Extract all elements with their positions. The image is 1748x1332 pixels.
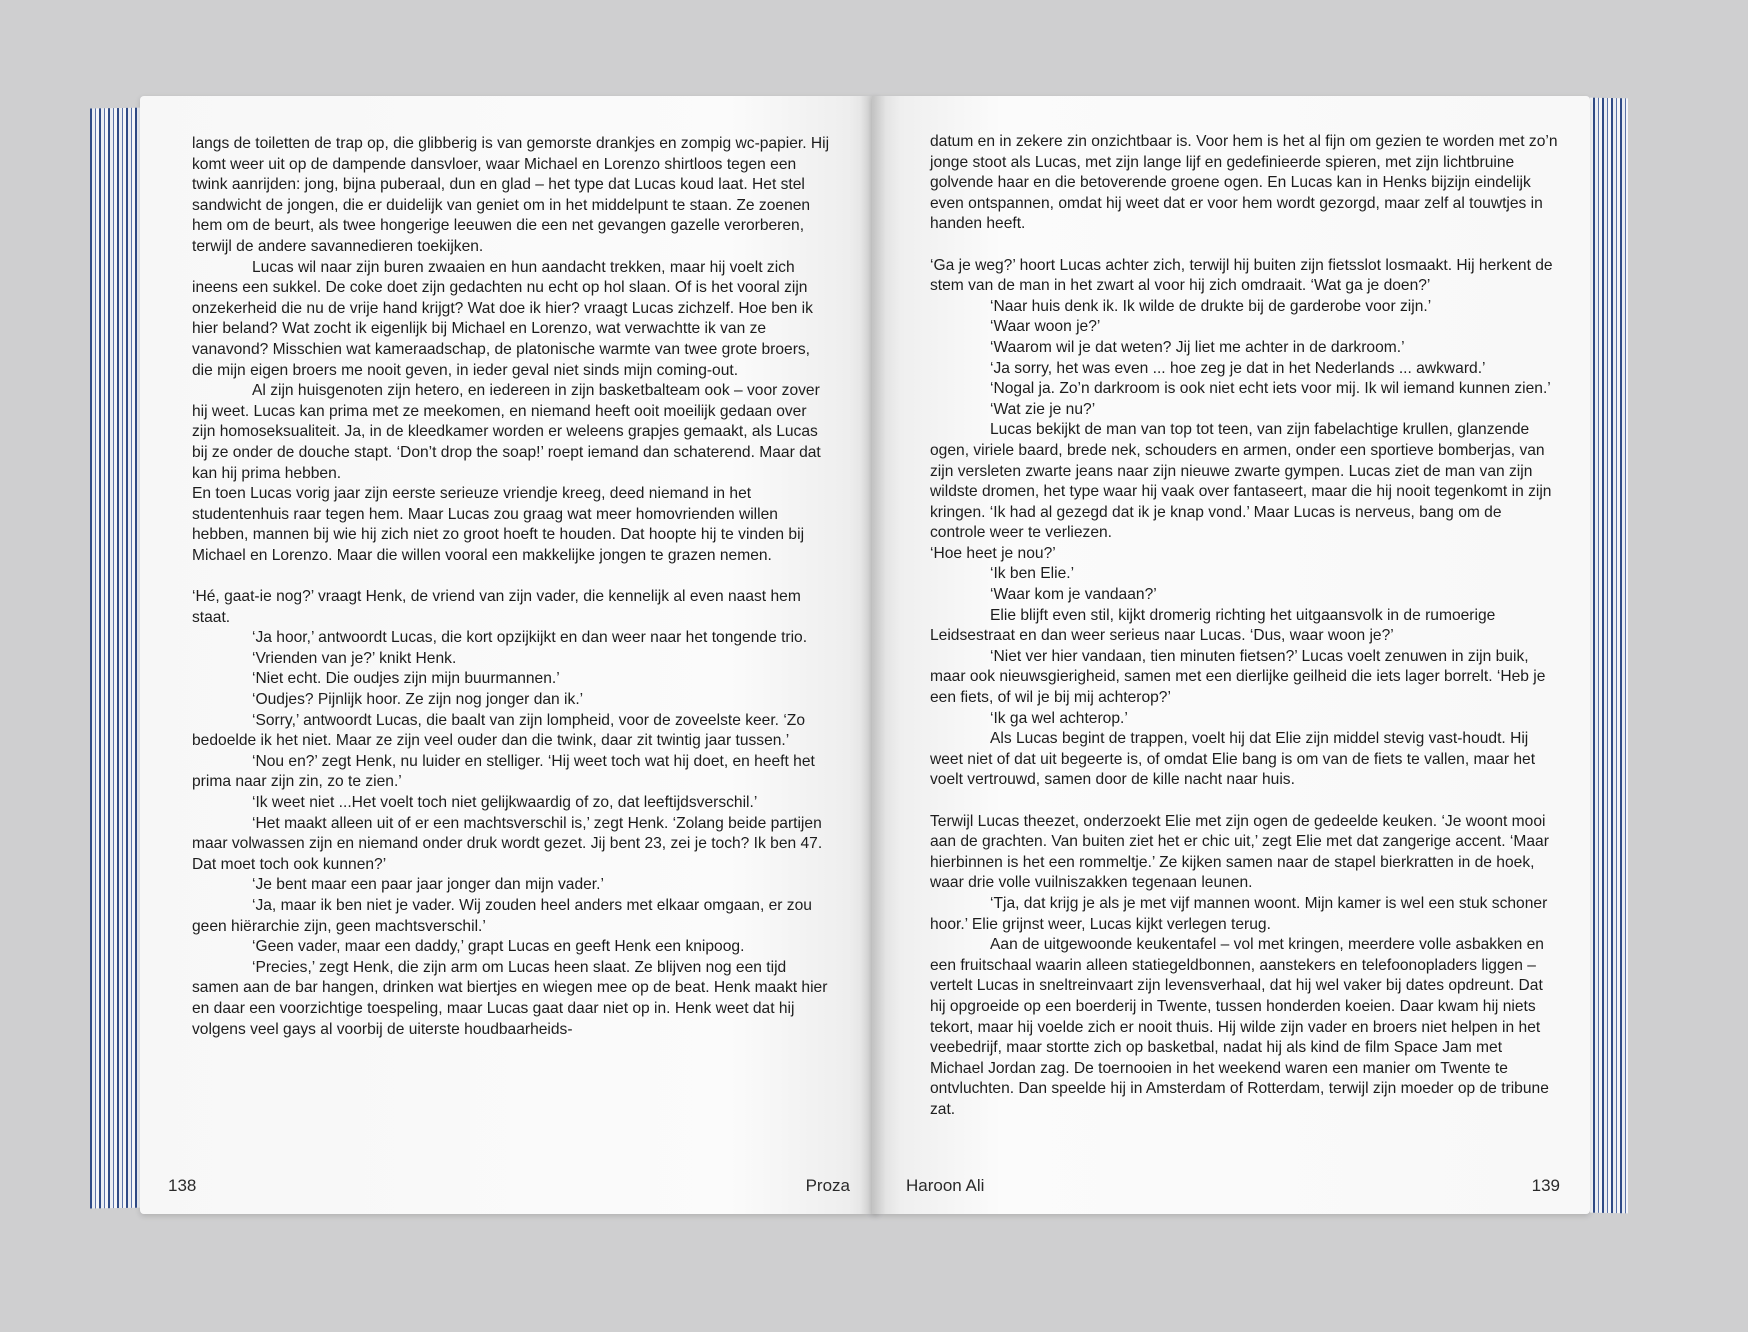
- paragraph: ‘Ja, maar ik ben niet je vader. Wij zouden heel anders met elkaar omgaan, er zou geen hiërarchie zijn, geen machtsverschil.’: [192, 896, 812, 935]
- left-page: [140, 96, 878, 1214]
- running-head: Haroon Ali: [906, 1176, 985, 1195]
- right-page: [872, 96, 1590, 1214]
- paragraph: ‘Sorry,’ antwoordt Lucas, die baalt van zijn lompheid, voor de zoveelste keer. ‘Zo bedoelde ik het niet. Maar ze zijn veel ouder dan die twink, daar zit twintig jaar tussen.’: [192, 711, 805, 750]
- paragraph: ‘Wat zie je nu?’: [990, 400, 1096, 418]
- paragraph: ‘Waar woon je?’: [990, 318, 1101, 336]
- paragraph: ‘Niet ver hier vandaan, tien minuten fietsen?’ Lucas voelt zenuwen in zijn buik, maar ook nieuwsgierigheid, samen met een dierlijke geilheid die iets lager borrelt. ‘Heb je een fiets, of wil je bij mij achterop?’: [930, 647, 1546, 707]
- paragraph: ‘Niet echt. Die oudjes zijn mijn buurmannen.’: [252, 670, 560, 688]
- paragraph: ‘Tja, dat krijg je als je met vijf mannen woont. Mijn kamer is wel een stuk schoner hoor.’ Elie grijnst weer, Lucas kijkt verlegen terug.: [930, 894, 1548, 933]
- paragraph: Aan de uitgewoonde keukentafel – vol met kringen, meerdere volle asbakken en een fruitschaal waarin alleen statiegeldbonnen, aanstekers en telefoonopladers liggen – vertelt Lucas in sneltreinvaart zijn levensverhaal, dat hij wel vaker bij dates opdreunt. Dat hij opgroeide op een boerderij in Twente, tussen honderden koeien. Daar kwam hij niets tekort, maar hij voelde zich er nooit thuis. Hij wilde zijn vader en broers niet helpen in het veebedrijf, maar stortte zich op basketbal, nadat hij als kind de film Space Jam met Michael Jordan zag. De toernooien in het weekend waren een manier om Twente te ontvluchten. Dan speelde hij in Amsterdam of Rotterdam, terwijl zijn moeder op de tribune zat.: [930, 936, 1549, 1118]
- paragraph: ‘Waarom wil je dat weten? Jij liet me achter in de darkroom.’: [990, 338, 1405, 356]
- paragraph: ‘Vrienden van je?’ knikt Henk.: [252, 649, 457, 667]
- paragraph: ‘Hoe heet je nou?’: [930, 544, 1056, 562]
- left-page-body: [192, 134, 832, 1040]
- paragraph: ‘Ik ga wel achterop.’: [990, 709, 1128, 727]
- paragraph: ‘Ik weet niet ...Het voelt toch niet gelijkwaardig of zo, dat leeftijdsverschil.’: [252, 794, 758, 811]
- paragraph: ‘Je bent maar een paar jaar jonger dan mijn vader.’: [252, 876, 604, 894]
- paragraph: Als Lucas begint de trappen, voelt hij dat Elie zijn middel stevig vast-houdt. Hij weet niet of dat uit begeerte is, of omdat Elie bang is om van de fiets te vallen, maar het voelt vertrouwd, samen door de kille nacht naar huis.: [930, 730, 1536, 789]
- page-number: 139: [1531, 1176, 1560, 1195]
- paragraph: Lucas bekijkt de man van top tot teen, van zijn fabelachtige krullen, glanzende ogen, viriele baard, brede nek, schouders en armen, onder een sportieve bomberjas, van zijn versleten zwarte jeans naar zijn nieuwe zwarte gympen. Lucas ziet de man van zijn wildste dromen, het type waar hij vaak over fantaseert, maar die hij nooit tegenkomt in zijn kringen. ‘Ik had al gezegd dat ik je knap vond.’ Maar Lucas is nerveus, bang om de controle weer te verliezen.: [930, 421, 1552, 542]
- paragraph: En toen Lucas vorig jaar zijn eerste serieuze vriendje kreeg, deed niemand in het studentenhuis raar tegen hem. Maar Lucas zou graag wat meer homovrienden willen hebben, mannen bij wie hij zich niet zo groot hoeft te houden. Dat hoopte hij te vinden bij Michael en Lorenzo. Maar die willen vooral een makkelijke jongen te grazen nemen.: [192, 485, 805, 564]
- paragraph: ‘Nogal ja. Zo’n darkroom is ook niet echt iets voor mij. Ik wil iemand kunnen zien.’: [990, 380, 1551, 398]
- paragraph: ‘Oudjes? Pijnlijk hoor. Ze zijn nog jonger dan ik.’: [252, 691, 584, 709]
- right-page-edges: [1590, 98, 1628, 1214]
- paragraph: ‘Waar kom je vandaan?’: [990, 586, 1157, 604]
- paragraph: ‘Precies,’ zegt Henk, die zijn arm om Lucas heen slaat. Ze blijven nog een tijd samen aan de bar hangen, drinken wat biertjes en wiegen mee op de beat. Henk maakt hier en daar een voorzichtige toespeling, maar Lucas gaat daar niet op in. Henk weet dat hij volgens veel gays al voorbij de uiterste houdbaarheids-: [192, 958, 828, 1038]
- paragraph: Al zijn huisgenoten zijn hetero, en iedereen in zijn basketbalteam ook – voor zover hij weet. Lucas kan prima met ze meekomen, en niemand heeft ooit moeilijk gedaan over zijn homoseksualiteit. Ja, in de kleedkamer worden er weleens grapjes gemaakt, als Lucas bij ze onder de douche stapt. ‘Don’t drop the soap!’ roept iemand dan schaterend. Maar dat kan hij prima hebben.: [192, 382, 821, 482]
- page-number: 138: [168, 1176, 197, 1195]
- paragraph: Elie blijft even stil, kijkt dromerig richting het uitgaansvolk in de rumoerige Leidsestraat en dan weer serieus naar Lucas. ‘Dus, waar woon je?’: [930, 606, 1496, 645]
- paragraph: ‘Het maakt alleen uit of er een machtsverschil is,’ zegt Henk. ‘Zolang beide partijen maar volwassen zijn en niemand onder druk wordt gezet. Jij bent 23, zei je toch? Ik ben 47. Dat moet toch ook kunnen?’: [192, 814, 823, 873]
- paragraph: Terwijl Lucas theezet, onderzoekt Elie met zijn ogen de gedeelde keuken. ‘Je woont mooi aan de grachten. Van buiten ziet het er chic uit,’ zegt Elie met dat zangerige accent. ‘Maar hierbinnen is het een rommeltje.’ Ze kijken samen naar de stapel bierkratten in de hoek, waar drie volle vuilniszakken tegenaan leunen.: [930, 812, 1549, 892]
- paragraph: langs de toiletten de trap op, die glibberig is van gemorste drankjes en zompig wc-papier. Hij komt weer uit op de dampende dansvloer, waar Michael en Lorenzo shirtloos tegen een twink aanrijden: jong, bijna puberaal, dun en glad – het type dat Lucas koud laat. Het stel sandwicht de jongen, die er duidelijk van geniet om in het middelpunt te staan. Ze zoenen hem om de beurt, als twee hongerige leeuwen die een net gevangen gazelle verorberen, terwijl de andere savannedieren toekijken.: [192, 135, 830, 255]
- paragraph: ‘Geen vader, maar een daddy,’ grapt Lucas en geeft Henk een knipoog.: [252, 938, 745, 956]
- paragraph: ‘Nou en?’ zegt Henk, nu luider en stelliger. ‘Hij weet toch wat hij doet, en heeft het prima naar zijn zin, zo te zien.’: [192, 752, 815, 791]
- paragraph: ‘Ga je weg?’ hoort Lucas achter zich, terwijl hij buiten zijn fietsslot losmaakt. Hij herkent de stem van de man in het zwart al voor hij zich omdraait. ‘Wat ga je doen?’: [930, 256, 1553, 295]
- paragraph: ‘Ja hoor,’ antwoordt Lucas, die kort opzijkijkt en dan weer naar het tongende trio.: [252, 629, 808, 647]
- paragraph: datum en in zekere zin onzichtbaar is. Voor hem is het al fijn om gezien te worden met zo’n jonge stoot als Lucas, met zijn lange lijf en gedefinieerde spieren, met zijn lichtbruine golvende haar en die betoverende groene ogen. En Lucas kan in Henks bijzijn eindelijk even ontspannen, omdat hij weet dat er voor hem wordt gezorgd, maar zelf al touwtjes in handen heeft.: [930, 133, 1558, 233]
- paragraph: ‘Hé, gaat-ie nog?’ vraagt Henk, de vriend van zijn vader, die kennelijk al even naast hem staat.: [192, 588, 801, 626]
- paragraph: ‘Ja sorry, het was even ... hoe zeg je dat in het Nederlands ... awkward.’: [990, 359, 1486, 377]
- paragraph: ‘Ik ben Elie.’: [990, 565, 1075, 583]
- paragraph: Lucas wil naar zijn buren zwaaien en hun aandacht trekken, maar hij voelt zich ineens een sukkel. De coke doet zijn gedachten nu echt op hol slaan. Of is het vooral zijn onzekerheid die nu de vrije hand krijgt? Wat doe ik hier? vraagt Lucas zichzelf. Hoe ben ik hier beland? Wat zocht ik eigenlijk bij Michael en Lorenzo, wat verwachtte ik van ze vanavond? Misschien wat kameraadschap, de platonische warmte van twee grote broers, die mijn eigen broers me nooit geven, in ieder geval niet sinds mijn coming-out.: [192, 258, 813, 379]
- book-gutter: [860, 96, 886, 1214]
- running-head: Proza: [805, 1176, 850, 1195]
- right-page-body: [930, 132, 1560, 1121]
- paragraph: ‘Naar huis denk ik. Ik wilde de drukte bij de garderobe voor zijn.’: [990, 297, 1432, 315]
